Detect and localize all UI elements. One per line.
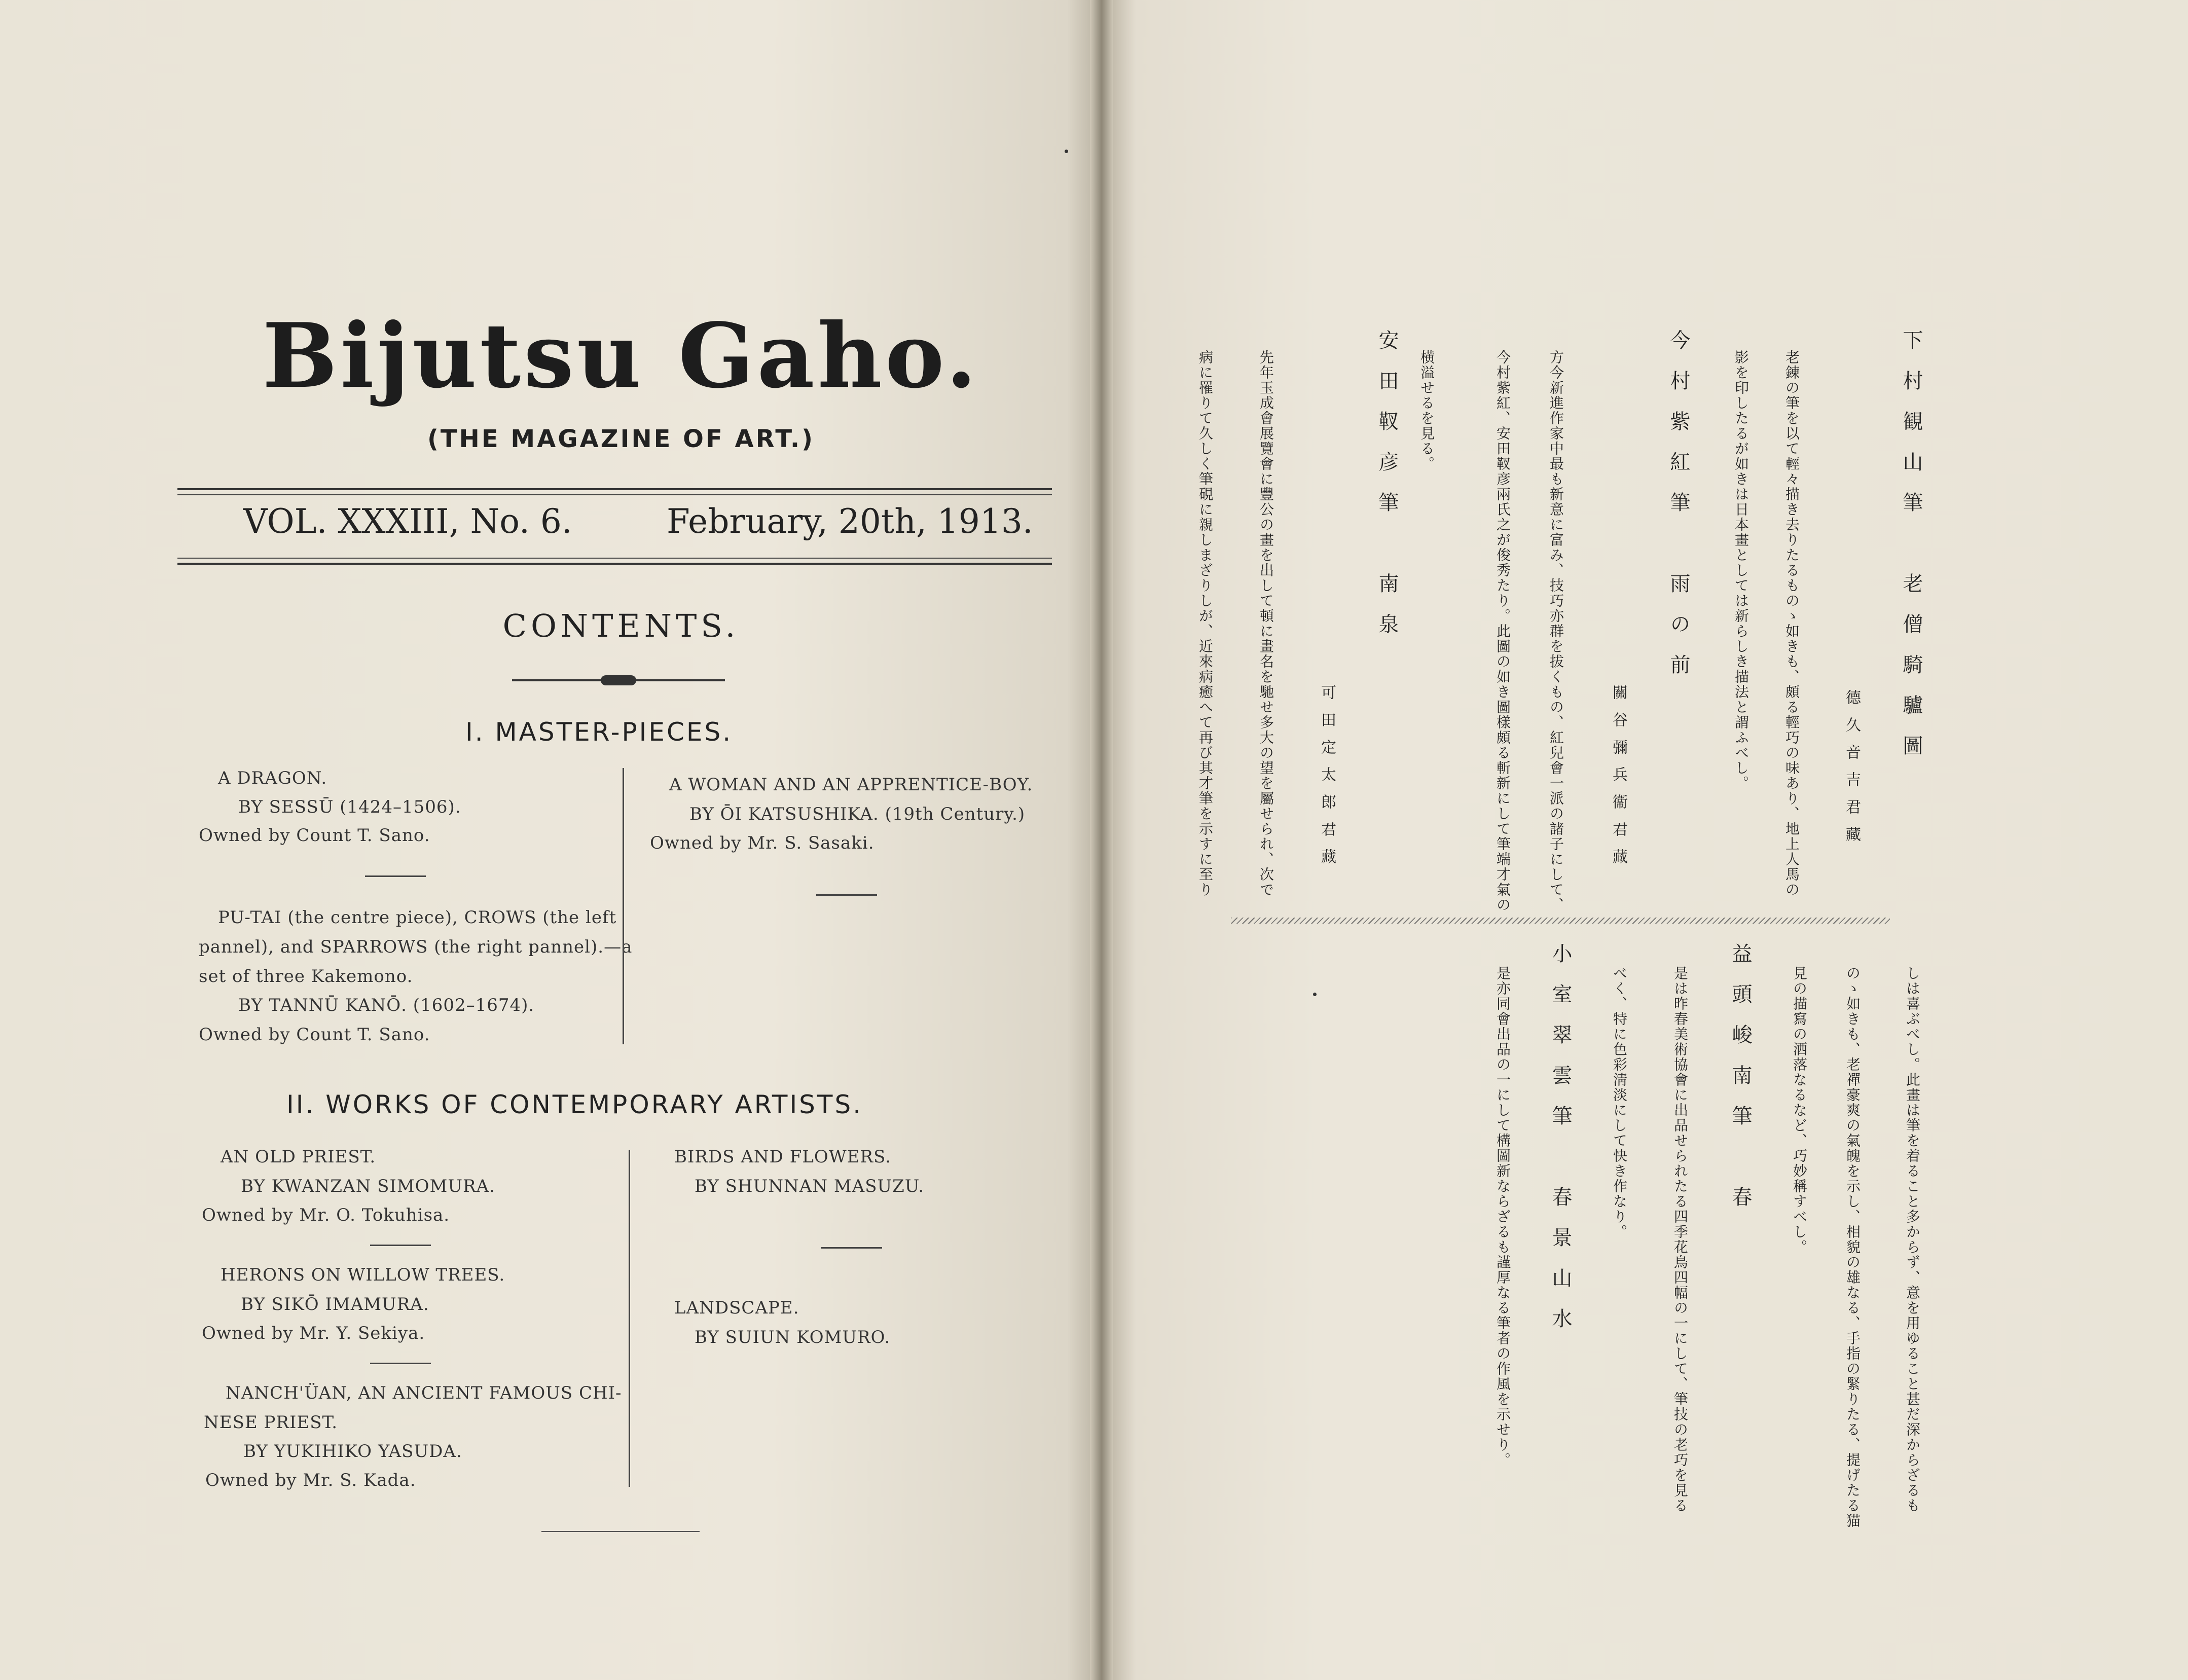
paper-speck [1065,150,1068,153]
entry-artist: BY SUIUN KOMURO. [695,1327,891,1347]
jp-commentary: 見の描寫の洒落なるなど、巧妙稱すべし。 [1791,966,1808,1255]
entry-title-cont: pannel), and SPARROWS (the right pannel).—a [199,937,633,957]
entry-title: BIRDS AND FLOWERS. [674,1147,892,1167]
column-divider [623,768,624,1044]
entry-separator [365,875,426,877]
jp-commentary: 影を印したるが如きは日本畫としては新らしき描法と謂ふべし。 [1733,350,1749,791]
jp-owner: 可田定太郎君藏 [1318,684,1336,876]
jp-commentary: 今村紫紅、安田靫彦兩氏之が俊秀たり。此圖の如き圖樣頗る斬新にして筆端才氣の [1494,350,1511,912]
jp-owner: 關谷彌兵衞君藏 [1610,684,1627,876]
jp-commentary: 是は昨春美術協會に出品せられたる四季花鳥四幅の一にして、筆技の老巧を見る [1672,966,1689,1513]
entry-artist: BY KWANZAN SIMOMURA. [241,1176,495,1196]
jp-commentary: 横溢せるを見る。 [1418,350,1435,471]
entry-artist: BY YUKIHIKO YASUDA. [243,1441,462,1462]
book-gutter [1090,0,1113,1680]
issue-date: February, 20th, 1913. [667,502,1033,541]
entry-title: AN OLD PRIEST. [221,1147,376,1167]
entry-separator [370,1363,431,1364]
entry-title: NANCH'ÜAN, AN ANCIENT FAMOUS CHI- [226,1383,622,1403]
section-contemporary-heading: II. WORKS OF CONTEMPORARY ARTISTS. [286,1090,863,1119]
entry-artist: BY ŌI KATSUSHIKA. (19th Century.) [689,804,1026,824]
entry-title: A WOMAN AND AN APPRENTICE-BOY. [669,775,1033,795]
page-end-rule [541,1531,700,1532]
jp-artwork-title: 今村紫紅筆 雨の前 [1667,330,1690,695]
jp-commentary: べく、特に色彩淸淡にして快き作なり。 [1611,966,1628,1239]
rule-top-1 [177,488,1052,490]
entry-owner: Owned by Mr. S. Kada. [205,1470,416,1490]
entry-separator [816,894,877,896]
jp-commentary: のゝ如きも、老禪豪爽の氣魄を示し、相貌の雄なる、手指の緊りたる、提げたる猫 [1844,966,1861,1528]
section-masterpieces-heading: I. MASTER-PIECES. [465,717,733,747]
jp-artwork-title: 安田靫彦筆 南泉 [1375,330,1399,654]
magazine-subtitle: (THE MAGAZINE OF ART.) [427,425,815,453]
entry-owner: Owned by Mr. O. Tokuhisa. [202,1205,450,1225]
entry-artist: BY SESSŪ (1424–1506). [238,797,461,817]
entry-separator [821,1247,882,1249]
jp-commentary: 先年玉成會展覽會に豐公の畫を出して頓に畫名を馳せ多大の望を屬せられ、次で [1258,350,1274,897]
jp-commentary: 病に罹りて久しく筆硯に親しまざりしが、近來病癒へて再び其才筆を示すに至り [1197,350,1214,897]
rule-bottom-2 [177,563,1052,565]
jp-commentary: 是亦同會出品の一にして構圖新ならざるも謹厚なる筆者の作風を示せり。 [1494,966,1511,1468]
entry-title-cont: set of three Kakemono. [199,966,413,987]
entry-artist: BY SHUNNAN MASUZU. [695,1176,925,1196]
entry-artist: BY SIKŌ IMAMURA. [241,1294,429,1314]
entry-title: PU-TAI (the centre piece), CROWS (the left [218,907,617,928]
entry-artist: BY TANNŪ KANŌ. (1602–1674). [238,995,535,1015]
contents-heading: CONTENTS. [502,607,740,644]
section-divider-wavy [1231,918,1890,924]
ornament-center [601,675,636,685]
jp-commentary: 方今新進作家中最も新意に富み、技巧亦群を拔くもの、紅兒會一派の諸子にして、 [1548,350,1564,912]
paper-speck [1313,993,1317,996]
entry-owner: Owned by Mr. Y. Sekiya. [202,1323,425,1343]
jp-artwork-title: 益頭峻南筆 春 [1729,943,1752,1227]
entry-title-cont: NESE PRIEST. [204,1412,338,1433]
entry-separator [370,1245,431,1246]
jp-commentary: 老錬の筆を以て輕々描き去りたるものゝ如きも、頗る輕巧の味あり、地上人馬の [1783,350,1800,897]
entry-title: A DRAGON. [218,768,327,788]
jp-artwork-title: 小室翠雲筆 春景山水 [1549,943,1572,1348]
entry-title: HERONS ON WILLOW TREES. [221,1265,505,1285]
volume-number: VOL. XXXIII, No. 6. [243,502,572,541]
column-divider [629,1150,630,1487]
jp-commentary: しは喜ぶべし。此畫は筆を着ること多からず、意を用ゆること甚だ深からざるも [1904,966,1921,1513]
entry-owner: Owned by Count T. Sano. [199,1025,430,1045]
jp-owner: 德久音吉君藏 [1843,689,1861,854]
jp-artwork-title: 下村観山筆 老僧騎驢圖 [1900,330,1923,776]
rule-bottom-1 [177,558,1052,559]
entry-owner: Owned by Mr. S. Sasaki. [650,833,874,853]
magazine-title: Bijutsu Gaho. [262,304,980,408]
rule-top-2 [177,494,1052,495]
entry-owner: Owned by Count T. Sano. [199,825,430,846]
entry-title: LANDSCAPE. [674,1298,799,1318]
